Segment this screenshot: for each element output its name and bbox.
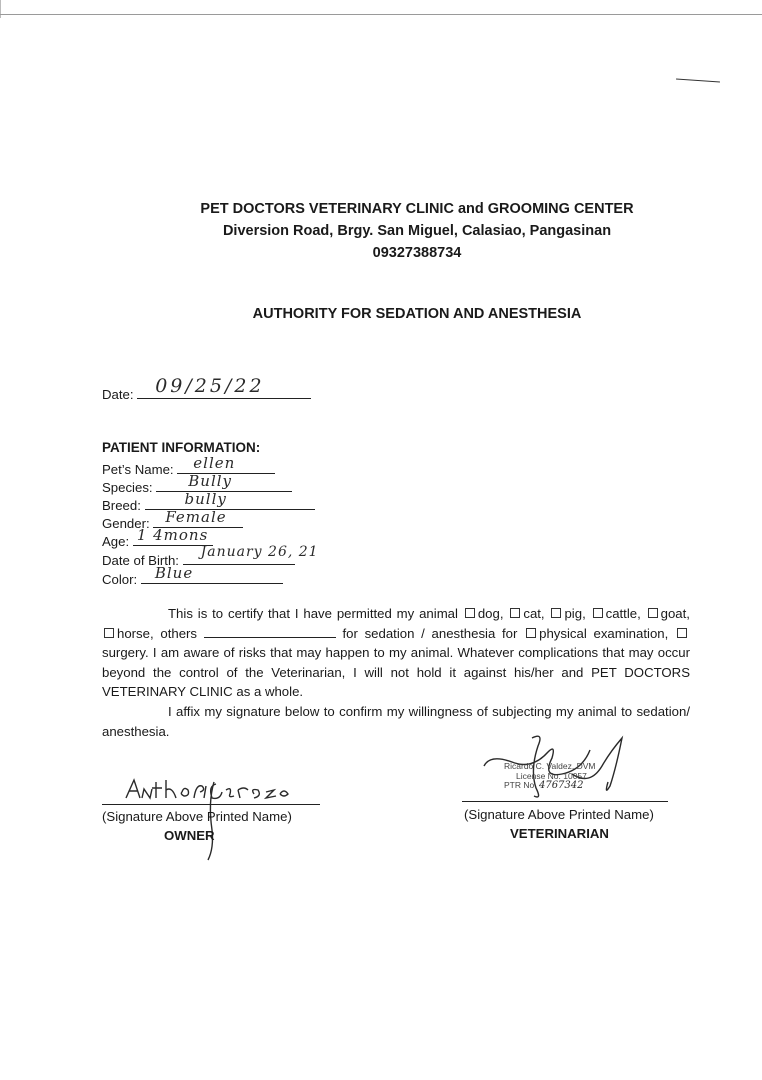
vet-ptr-label: PTR No. — [504, 780, 537, 790]
breed-value: bully — [184, 490, 227, 508]
goat-checkbox[interactable] — [648, 608, 658, 618]
cattle-label: cattle, — [605, 606, 641, 621]
for-sedation-text: for sedation / anesthesia for — [342, 625, 518, 641]
patient-info-heading: PATIENT INFORMATION: — [102, 440, 261, 455]
gender-value: Female — [165, 508, 227, 526]
vet-stamp — [504, 762, 595, 791]
physical-exam-checkbox[interactable] — [526, 628, 536, 638]
surgery-label: surgery. — [102, 645, 149, 661]
dog-label: dog, — [477, 606, 504, 621]
vet-role: VETERINARIAN — [510, 826, 609, 841]
surgery-checkbox[interactable] — [677, 628, 687, 638]
vet-signature-block — [462, 730, 668, 850]
color-line[interactable] — [141, 564, 283, 584]
physical-exam-label: physical examination, — [539, 625, 669, 641]
scan-corner — [0, 0, 19, 18]
owner-signature-line — [102, 804, 320, 805]
pet-name-value: ellen — [193, 454, 236, 472]
cert-intro: This is to certify that I have permitted my animal — [168, 606, 458, 621]
clinic-name: PET DOCTORS VETERINARY CLINIC and GROOMING CENTER — [200, 201, 634, 217]
breed-label: Breed: — [102, 498, 141, 513]
color-value: Blue — [154, 564, 194, 582]
others-blank[interactable] — [204, 625, 336, 638]
date-value: 09/25/22 — [155, 375, 265, 397]
clinic-address: Diversion Road, Brgy. San Miguel, Calasiao, Pangasinan — [222, 223, 612, 239]
date-field — [102, 375, 311, 402]
pig-checkbox[interactable] — [551, 608, 561, 618]
dob-value: January 26, 21 — [200, 544, 319, 560]
vet-caption: (Signature Above Printed Name) — [464, 807, 654, 822]
horse-checkbox[interactable] — [104, 628, 114, 638]
horse-label: horse, others — [117, 625, 198, 641]
owner-role: OWNER — [164, 828, 215, 843]
age-value: 1 4mons — [136, 526, 209, 544]
pen-mark — [676, 78, 720, 82]
vet-stamp-name: Ricardo C. Valdez, DVM — [504, 761, 596, 771]
species-value: Bully — [188, 472, 233, 490]
vet-ptr-value: 4767342 — [538, 780, 584, 791]
date-label: Date: — [102, 387, 134, 402]
vet-stamp-license: License No. 10057 — [516, 770, 587, 781]
goat-label: goat, — [660, 606, 690, 621]
vet-signature-line — [462, 801, 668, 802]
age-label: Age: — [102, 534, 130, 549]
cat-label: cat, — [523, 606, 545, 621]
age-field — [102, 526, 213, 549]
dob-label: Date of Birth: — [102, 553, 179, 568]
pet-name-label: Pet’s Name: — [102, 462, 174, 477]
dog-checkbox[interactable] — [465, 608, 475, 618]
clinic-phone: 09327388734 — [372, 245, 462, 261]
owner-signature-text — [138, 800, 139, 801]
dob-line[interactable] — [183, 544, 319, 565]
clinic-header — [0, 198, 762, 264]
owner-signature-block — [102, 770, 322, 850]
pig-label: pig, — [564, 606, 586, 621]
gender-label: Gender: — [102, 516, 150, 531]
color-label: Color: — [102, 572, 138, 587]
scan-edge — [0, 14, 762, 15]
color-field — [102, 564, 283, 587]
owner-caption: (Signature Above Printed Name) — [102, 809, 292, 824]
dob-field — [102, 544, 319, 568]
form-title: AUTHORITY FOR SEDATION AND ANESTHESIA — [252, 306, 582, 322]
date-line[interactable] — [137, 375, 311, 399]
cattle-checkbox[interactable] — [593, 608, 603, 618]
certification-text — [102, 604, 690, 741]
cat-checkbox[interactable] — [510, 608, 520, 618]
risk-statement: I am aware of risks that may happen to my animal. Whatever complications that may occur beyond the control of the Veterinarian, I will not hold it against his/her and PET DOCTORS VETERINARY CLINIC as a whole. — [102, 645, 690, 700]
affix-statement: I affix my signature below to confirm my willingness of subjecting my animal to sedation/ anesthesia. — [102, 703, 690, 739]
species-label: Species: — [102, 480, 153, 495]
